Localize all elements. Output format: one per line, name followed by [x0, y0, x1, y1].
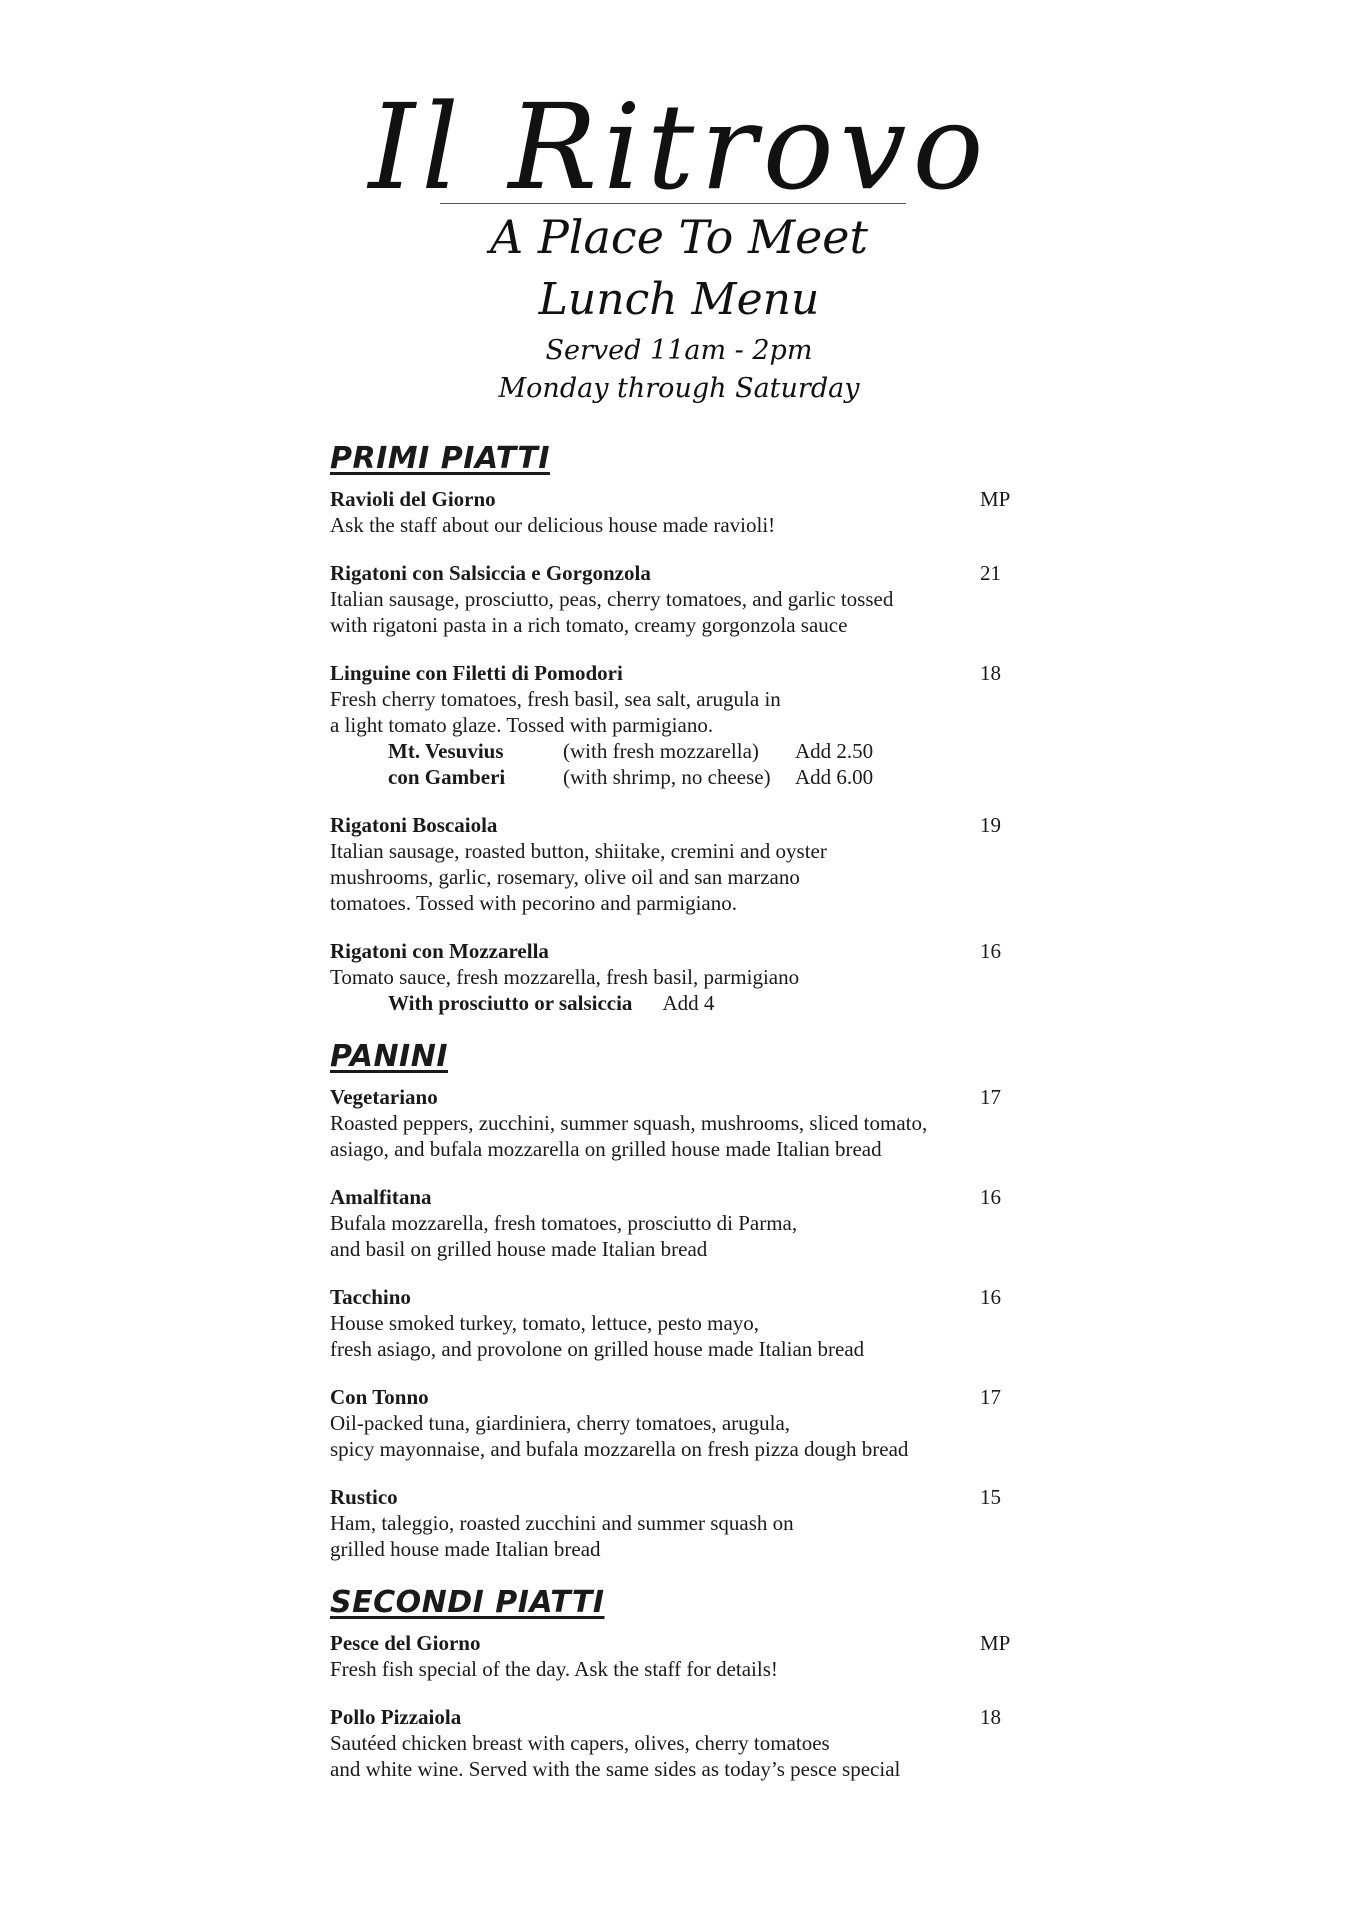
menu-item-header	[330, 560, 1030, 586]
dish-price: MP	[980, 487, 1011, 511]
addon-price: Add 6.00	[795, 765, 874, 789]
section-title: SECONDI PIATTI	[330, 1585, 605, 1620]
dish-price: MP	[980, 1631, 1011, 1655]
dish-description: Italian sausage, roasted button, shiitake, cremini and oyster mushrooms, garlic, rosemary, olive oil and san marzano tomatoes. Tossed with pecorino and parmigiano.	[330, 839, 827, 915]
dish-name: Ravioli del Giorno	[330, 487, 496, 511]
dish-price: 18	[980, 1705, 1001, 1729]
dish-description: Bufala mozzarella, fresh tomatoes, prosciutto di Parma, and basil on grilled house made Italian bread	[330, 1211, 798, 1261]
hours-time: Served 11am - 2pm	[545, 335, 813, 366]
menu-item-header	[330, 660, 1030, 686]
dish-price: 15	[980, 1485, 1001, 1509]
dish-name: Rigatoni con Mozzarella	[330, 939, 549, 963]
menu-item	[330, 812, 1030, 916]
menu-item-header	[330, 1184, 1030, 1210]
menu-item-header	[330, 1630, 1030, 1656]
addon-name: con Gamberi	[388, 765, 506, 789]
addon-name: Mt. Vesuvius	[388, 739, 504, 763]
dish-addon	[388, 764, 1030, 790]
dish-description: Fresh cherry tomatoes, fresh basil, sea salt, arugula in a light tomato glaze. Tossed with parmigiano.	[330, 687, 781, 737]
dish-description: Oil-packed tuna, giardiniera, cherry tomatoes, arugula, spicy mayonnaise, and bufala mozzarella on fresh pizza dough bread	[330, 1411, 909, 1461]
addon-note: (with shrimp, no cheese)	[563, 765, 771, 789]
dish-description: Fresh fish special of the day. Ask the staff for details!	[330, 1657, 778, 1681]
menu-item	[330, 1284, 1030, 1362]
dish-description: House smoked turkey, tomato, lettuce, pesto mayo, fresh asiago, and provolone on grilled house made Italian bread	[330, 1311, 865, 1361]
dish-name: Pesce del Giorno	[330, 1631, 481, 1655]
menu-section	[330, 1038, 1030, 1562]
menu-item-header	[330, 1704, 1030, 1730]
menu-item	[330, 486, 1030, 538]
menu-item	[330, 1630, 1030, 1682]
dish-name: Rigatoni con Salsiccia e Gorgonzola	[330, 561, 651, 585]
menu-item	[330, 560, 1030, 638]
title-divider	[440, 203, 906, 204]
restaurant-name: Il Ritrovo	[368, 78, 990, 216]
menu-item	[330, 1704, 1030, 1782]
hours-days: Monday through Saturday	[498, 373, 860, 404]
menu-item-header	[330, 1384, 1030, 1410]
menu-item-header	[330, 812, 1030, 838]
menu-item-header	[330, 1084, 1030, 1110]
addon-name: With prosciutto or salsiccia	[388, 991, 633, 1015]
dish-price: 18	[980, 661, 1001, 685]
section-title: PANINI	[330, 1039, 448, 1074]
dish-description: Roasted peppers, zucchini, summer squash, mushrooms, sliced tomato, asiago, and bufala mozzarella on grilled house made Italian bread	[330, 1111, 928, 1161]
dish-price: 16	[980, 1185, 1001, 1209]
menu-body	[330, 440, 1030, 1804]
dish-description: Tomato sauce, fresh mozzarella, fresh basil, parmigiano	[330, 965, 800, 989]
dish-name: Rustico	[330, 1485, 398, 1509]
menu-item	[330, 1084, 1030, 1162]
dish-name: Pollo Pizzaiola	[330, 1705, 462, 1729]
menu-title: Lunch Menu	[538, 274, 820, 325]
menu-item-header	[330, 1284, 1030, 1310]
dish-name: Con Tonno	[330, 1385, 429, 1409]
dish-description: Ham, taleggio, roasted zucchini and summer squash on grilled house made Italian bread	[330, 1511, 794, 1561]
dish-description: Sautéed chicken breast with capers, olives, cherry tomatoes and white wine. Served with the same sides as today’s pesce special	[330, 1731, 901, 1781]
menu-item	[330, 1184, 1030, 1262]
dish-price: 19	[980, 813, 1001, 837]
dish-price: 21	[980, 561, 1001, 585]
dish-name: Amalfitana	[330, 1185, 432, 1209]
menu-section	[330, 440, 1030, 1016]
menu-item-header	[330, 486, 1030, 512]
dish-price: 17	[980, 1385, 1001, 1409]
dish-description: Ask the staff about our delicious house made ravioli!	[330, 513, 776, 537]
addon-price: Add 2.50	[795, 739, 874, 763]
dish-addon	[388, 990, 1030, 1016]
addon-price: Add 4	[662, 991, 715, 1015]
menu-item	[330, 660, 1030, 790]
menu-item	[330, 1484, 1030, 1562]
dish-name: Vegetariano	[330, 1085, 438, 1109]
dish-name: Rigatoni Boscaiola	[330, 813, 498, 837]
dish-name: Linguine con Filetti di Pomodori	[330, 661, 623, 685]
dish-description: Italian sausage, prosciutto, peas, cherry tomatoes, and garlic tossed with rigatoni pasta in a rich tomato, creamy gorgonzola sauce	[330, 587, 894, 637]
dish-name: Tacchino	[330, 1285, 411, 1309]
menu-item-header	[330, 938, 1030, 964]
dish-price: 16	[980, 1285, 1001, 1309]
service-hours	[0, 332, 1358, 408]
menu-section	[330, 1584, 1030, 1782]
tagline: A Place To Meet	[490, 210, 868, 264]
menu-item	[330, 1384, 1030, 1462]
menu-item	[330, 938, 1030, 1016]
dish-price: 17	[980, 1085, 1001, 1109]
menu-item-header	[330, 1484, 1030, 1510]
dish-addon	[388, 738, 1030, 764]
dish-price: 16	[980, 939, 1001, 963]
section-title: PRIMI PIATTI	[330, 441, 550, 476]
addon-note: (with fresh mozzarella)	[563, 739, 759, 763]
